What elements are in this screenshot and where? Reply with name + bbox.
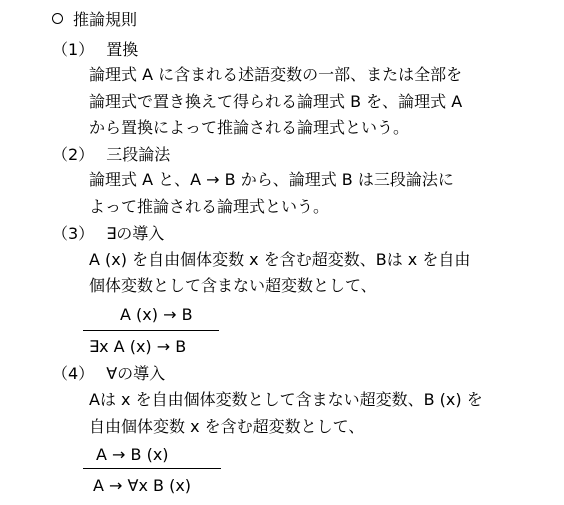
section-4-line-1: Aは x を自由個体変数として含まない超変数、B (x) を: [89, 390, 483, 409]
section-3-number: （3）: [52, 224, 95, 243]
section-2-title: 三段論法: [106, 145, 171, 164]
section-3-premise: A (x) → B: [120, 305, 193, 324]
section-2-header: [52, 145, 170, 165]
section-1-line-3: から置換によって推論される論理式という。: [89, 118, 410, 137]
section-4-header: [52, 364, 165, 384]
section-2-line-2: よって推論される論理式という。: [89, 197, 330, 216]
heading-line: [52, 10, 137, 30]
section-3-line-2: 個体変数として含まない超変数として、: [89, 276, 377, 295]
section-4-premise: A → B (x): [96, 445, 169, 464]
section-3-conclusion: ∃x A (x) → B: [89, 337, 187, 356]
section-3-header: [52, 224, 164, 244]
section-4-conclusion: A → ∀x B (x): [93, 476, 192, 495]
section-3-line-1: A (x) を自由個体変数 x を含む超変数、Bは x を自由: [89, 250, 471, 269]
heading-text: 推論規則: [73, 10, 138, 29]
circle-bullet-icon: [52, 13, 63, 24]
section-1-title: 置換: [106, 40, 139, 59]
section-1-line-1: 論理式 A に含まれる述語変数の一部、または全部を: [89, 65, 463, 84]
section-4-inference-line: [83, 468, 221, 469]
section-1-line-2: 論理式で置き換えて得られる論理式 B を、論理式 A: [89, 92, 463, 111]
section-1-header: [52, 40, 138, 60]
section-4-line-2: 自由個体変数 x を含む超変数として、: [89, 417, 365, 436]
section-3-inference-line: [83, 330, 219, 331]
section-4-number: （4）: [52, 364, 95, 383]
section-1-number: （1）: [52, 40, 95, 59]
section-2-line-1: 論理式 A と、A → B から、論理式 B は三段論法に: [89, 170, 454, 189]
section-3-title: ∃の導入: [106, 224, 165, 243]
section-2-number: （2）: [52, 145, 95, 164]
section-4-title: ∀の導入: [106, 364, 166, 383]
